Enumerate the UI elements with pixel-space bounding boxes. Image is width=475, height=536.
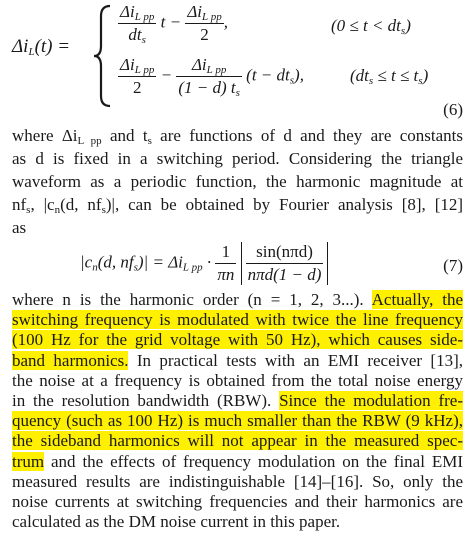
text-line — [12, 310, 463, 330]
text-line: measured results are indistinguishable [14]–[16]. So, only the — [12, 471, 463, 491]
case1-fraction-1: $\frac{\Delta i_{L pp}}{dt_s}$ — [120, 2, 155, 46]
text-line — [12, 411, 463, 431]
case2-fraction-1: $\frac{\Delta i_{L pp}}{2}$ — [120, 55, 155, 97]
highlighted-text: quency (such as 100 Hz) is much smaller than the RBW (9 kHz), — [12, 411, 463, 431]
left-brace — [92, 4, 114, 108]
equation-6-lhs: $\Delta i_L(t)$ = — [12, 36, 71, 58]
highlighted-text: trum — [12, 451, 45, 471]
text-line: calculated as the DM noise current in this paper. — [12, 512, 341, 532]
case1-fraction-2: $\frac{\Delta i_{L pp}}{2}$ — [187, 2, 222, 44]
equation-7-fraction-2: $\frac{\text{sin(nπd)}}{\text{nπd(1 − d)}}$ — [247, 242, 322, 284]
text-line: waveform as a periodic function, the harmonic magnitude at — [12, 172, 463, 191]
equation-7: $|c_n(d$, $nf_s)| = \Delta i_{L pp}$ · $\frac{1}{\pi n}$ $\frac{\text{sin(nπd)}}{\text{nπd(1 − d)}}$ — [80, 242, 328, 285]
text-line: where $\Delta i_{L pp}$ and $t_s$ are functions of d and they are constants — [12, 126, 463, 147]
equation-6 — [0, 0, 475, 114]
text-line: as — [12, 218, 27, 237]
highlighted-text: (100 Hz for the grid voltage with 50 Hz), which causes side- — [12, 330, 463, 350]
text-line: trum and the effects of frequency modulation on the final EMI — [12, 451, 463, 471]
equation-6-case-1: $\frac{\Delta i_{L pp}}{dt_s}$ t − $\frac{\Delta i_{L pp}}{2}$ , — [120, 2, 228, 46]
equation-7-fraction-1: $\frac{1}{\pi n}$ — [217, 242, 235, 284]
equation-7-number: (7) — [443, 256, 463, 275]
text-line: the noise at a frequency is obtained from the total noise energy — [12, 370, 463, 390]
text-line: in the resolution bandwidth (RBW). Since the modulation fre- — [12, 391, 463, 410]
equation-6-number: (6) — [443, 100, 463, 119]
text-line — [12, 431, 463, 451]
highlighted-text: switching frequency is modulated with twice the line frequency — [12, 310, 463, 330]
text-line: band harmonics. In practical tests with an EMI receiver [13], — [12, 350, 463, 370]
text-line: as d is fixed in a switching period. Considering the triangle — [12, 149, 463, 168]
highlighted-text: Since the modulation fre- — [279, 391, 463, 410]
highlighted-text: the sideband harmonics will not appear in the measured spec- — [12, 431, 463, 451]
highlighted-text: Actually, the — [371, 290, 463, 309]
equation-6-case-1-condition: $(0 \le t < dt_s)$ — [331, 16, 411, 37]
text-line: $nf_s$, $|c_n(d$, $nf_s)|$, can be obtained by Fourier analysis [8], [12] — [12, 195, 464, 216]
text-line: noise currents at switching frequencies and their harmonics are — [12, 492, 463, 511]
text-line: where n is the harmonic order (n = 1, 2, 3...). Actually, the — [12, 290, 463, 309]
absolute-value-bars — [241, 242, 329, 285]
text-line — [12, 330, 463, 350]
highlighted-text: band harmonics. — [12, 350, 129, 370]
equation-6-case-2: $\frac{\Delta i_{L pp}}{2}$ − $\frac{\Delta i_{L pp}}{(1 - d) t_s}$ $(t - dt_s)$, — [120, 55, 304, 99]
equation-6-case-2-condition: $(dt_s \le t \le t_s)$ — [350, 66, 429, 87]
case2-fraction-2: $\frac{\Delta i_{L pp}}{(1 - d) t_s}$ — [178, 55, 240, 99]
